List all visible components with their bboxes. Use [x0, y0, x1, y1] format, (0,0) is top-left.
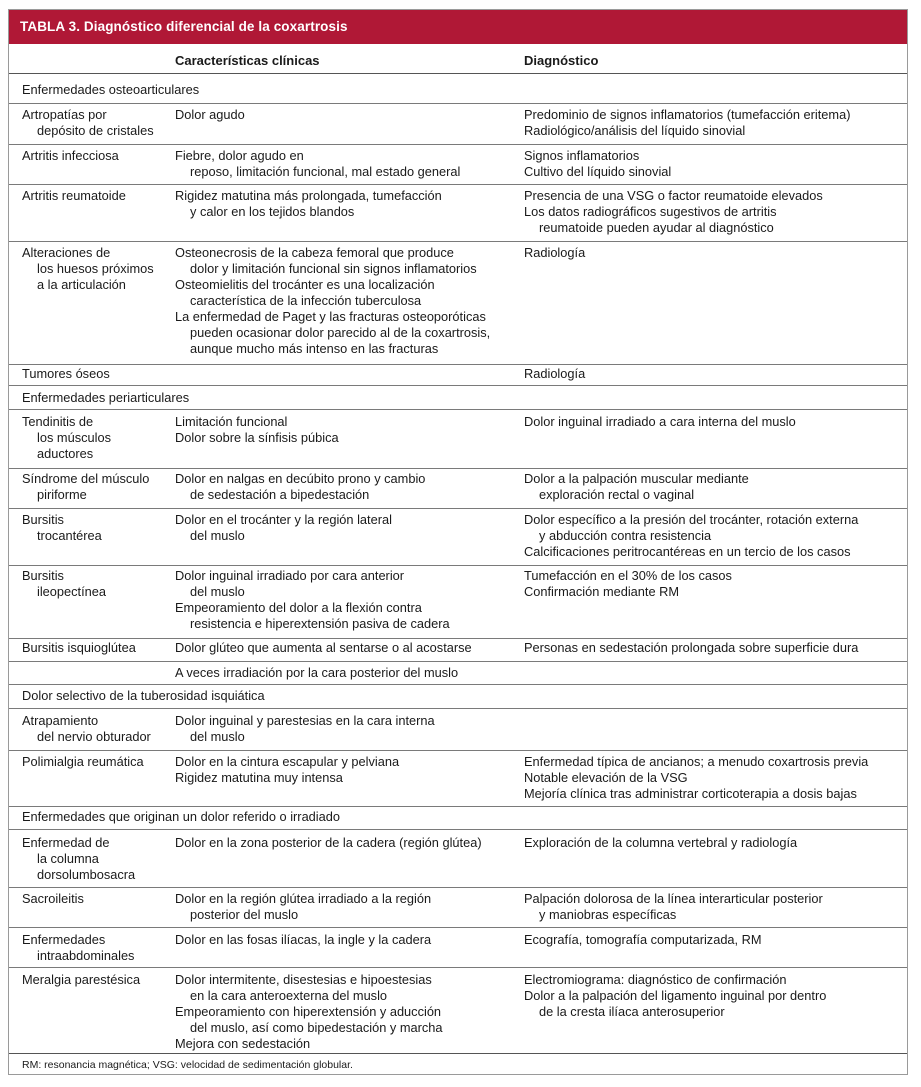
row-polimialgia-name [22, 754, 172, 770]
row-divider [9, 409, 907, 410]
row-piriforme-diagnosis [524, 471, 904, 503]
cell-line: Dolor en las fosas ilíacas, la ingle y la cadera [175, 932, 432, 947]
cell-line: Dolor inguinal irradiado a cara interna del muslo [524, 414, 796, 429]
row-divider [9, 565, 907, 566]
cell-line: Dolor en la cintura escapular y pelviana [175, 754, 400, 769]
cell-line: del nervio obturador [37, 729, 151, 744]
cell-line: los huesos próximos [37, 261, 154, 276]
cell-line: Radiología [524, 245, 586, 260]
cell-line: reposo, limitación funcional, mal estado general [190, 164, 461, 179]
row-divider [9, 829, 907, 830]
cell-line: Radiología [524, 366, 586, 381]
cell-line: Tendinitis de [22, 414, 94, 429]
row-alteraciones-name [22, 245, 172, 293]
row-isquioglutea-diagnosis [524, 640, 904, 656]
row-divider [9, 184, 907, 185]
table-title: TABLA 3. Diagnóstico diferencial de la coxartrosis [9, 10, 907, 44]
cell-line: Artritis reumatoide [22, 188, 126, 203]
header-diagnosis: Diagnóstico [524, 53, 599, 68]
cell-line: Dolor en la región glútea irradiado a la región [175, 891, 432, 906]
row-artropatias-name [22, 107, 172, 139]
cell-line: Fiebre, dolor agudo en [175, 148, 304, 163]
cell-line: Palpación dolorosa de la línea interarticular posterior [524, 891, 823, 906]
row-infecciosa-clinical [175, 148, 520, 180]
section-osteoarticulares: Enfermedades osteoarticulares [22, 82, 200, 97]
row-columna-diagnosis [524, 835, 904, 851]
row-trocanterea-diagnosis [524, 512, 904, 560]
cell-line: Bursitis [22, 512, 64, 527]
cell-line: Confirmación mediante RM [524, 584, 680, 599]
cell-line: Dolor a la palpación muscular mediante [524, 471, 749, 486]
cell-line: intraabdominales [37, 948, 135, 963]
row-sacroileitis-clinical [175, 891, 520, 923]
row-tendinitis-name [22, 414, 172, 462]
row-alteraciones-diagnosis [524, 245, 904, 261]
cell-line: Limitación funcional [175, 414, 288, 429]
cell-line: Artropatías por [22, 107, 107, 122]
cell-line: Osteonecrosis de la cabeza femoral que produce [175, 245, 454, 260]
cell-line: Osteomielitis del trocánter es una localización [175, 277, 435, 292]
cell-line: La enfermedad de Paget y las fracturas osteoporóticas [175, 309, 486, 324]
cell-line: Dolor a la palpación del ligamento inguinal por dentro [524, 988, 827, 1003]
header-clinical: Características clínicas [175, 53, 320, 68]
section-periarticulares: Enfermedades periarticulares [22, 390, 190, 405]
row-columna-clinical [175, 835, 520, 851]
cell-line: de sedestación a bipedestación [190, 487, 370, 502]
row-meralgia-clinical [175, 972, 520, 1052]
row-polimialgia-clinical [175, 754, 520, 786]
cell-line: Predominio de signos inflamatorios (tumefacción eritema) [524, 107, 851, 122]
cell-line: Presencia de una VSG o factor reumatoide elevados [524, 188, 823, 203]
row-tendinitis-clinical [175, 414, 520, 446]
row-reumatoide-diagnosis [524, 188, 904, 236]
row-intraabdominales-clinical [175, 932, 520, 948]
cell-line: y calor en los tejidos blandos [190, 204, 355, 219]
row-intraabdominales-name [22, 932, 172, 964]
cell-line: aunque mucho más intenso en las fracturas [190, 341, 439, 356]
row-obturador-clinical [175, 713, 520, 745]
row-divider [9, 927, 907, 928]
cell-line: característica de la infección tuberculosa [190, 293, 422, 308]
row-divider [9, 661, 907, 662]
cell-line: resistencia e hiperextensión pasiva de cadera [190, 616, 450, 631]
footnote: RM: resonancia magnética; VSG: velocidad de sedimentación globular. [22, 1059, 353, 1071]
cell-line: y abducción contra resistencia [539, 528, 712, 543]
row-divider [9, 708, 907, 709]
row-isquioglutea-name [22, 640, 172, 656]
row-tendinitis-diagnosis [524, 414, 904, 430]
cell-line: dorsolumbosacra [37, 867, 136, 882]
cell-line: exploración rectal o vaginal [539, 487, 695, 502]
cell-line: Mejoría clínica tras administrar corticoterapia a dosis bajas [524, 786, 857, 801]
cell-line: del muslo [190, 584, 245, 599]
row-trocanterea-name [22, 512, 172, 544]
cell-line: Síndrome del músculo [22, 471, 150, 486]
table-bottom-rule [9, 1053, 907, 1054]
cell-line: Mejora con sedestación [175, 1036, 311, 1051]
row-ileopectinea-name [22, 568, 172, 600]
cell-line: del muslo [190, 528, 245, 543]
row-reumatoide-name [22, 188, 172, 204]
cell-line: Bursitis isquioglútea [22, 640, 136, 655]
section-referido: Enfermedades que originan un dolor referido o irradiado [22, 809, 340, 824]
cell-line: Artritis infecciosa [22, 148, 119, 163]
cell-line: Personas en sedestación prolongada sobre superficie dura [524, 640, 859, 655]
cell-line: Dolor inguinal irradiado por cara anterior [175, 568, 405, 583]
cell-line: Notable elevación de la VSG [524, 770, 688, 785]
row-divider [9, 385, 907, 386]
cell-line: Signos inflamatorios [524, 148, 640, 163]
row-divider [9, 750, 907, 751]
cell-line: del muslo [190, 729, 245, 744]
row-infecciosa-diagnosis [524, 148, 904, 180]
cell-line: Empeoramiento del dolor a la flexión contra [175, 600, 422, 615]
row-divider [9, 684, 907, 685]
cell-line: pueden ocasionar dolor parecido al de la coxartrosis, [190, 325, 491, 340]
row-obturador-name [22, 713, 172, 745]
cell-line: Dolor en la zona posterior de la cadera (región glútea) [175, 835, 482, 850]
row-divider [9, 967, 907, 968]
cell-line: del muslo, así como bipedestación y marcha [190, 1020, 443, 1035]
header-divider [9, 73, 907, 74]
cell-line: Ecografía, tomografía computarizada, RM [524, 932, 762, 947]
row-tumores-diagnosis [524, 366, 904, 382]
cell-line: Calcificaciones peritrocantéreas en un tercio de los casos [524, 544, 851, 559]
row-divider [9, 241, 907, 242]
cell-line: Meralgia parestésica [22, 972, 141, 987]
cell-line: Alteraciones de [22, 245, 111, 260]
cell-line: Rigidez matutina muy intensa [175, 770, 343, 785]
cell-line: Enfermedad de [22, 835, 110, 850]
cell-line: Polimialgia reumática [22, 754, 144, 769]
row-tumores-name [22, 366, 172, 382]
cell-line: los músculos [37, 430, 111, 445]
row-artropatias-diagnosis [524, 107, 904, 139]
cell-line: posterior del muslo [190, 907, 299, 922]
cell-line: Dolor glúteo que aumenta al sentarse o al acostarse [175, 640, 472, 655]
row-ileopectinea-diagnosis [524, 568, 904, 600]
row-meralgia-diagnosis [524, 972, 904, 1020]
cell-line: Tumefacción en el 30% de los casos [524, 568, 732, 583]
cell-line: Dolor en nalgas en decúbito prono y cambio [175, 471, 426, 486]
row-sacroileitis-diagnosis [524, 891, 904, 923]
cell-line: Cultivo del líquido sinovial [524, 164, 672, 179]
row-isquioglutea-clinical [175, 640, 520, 656]
cell-line: piriforme [37, 487, 87, 502]
cell-line: Bursitis [22, 568, 64, 583]
cell-line: depósito de cristales [37, 123, 154, 138]
cell-line: reumatoide pueden ayudar al diagnóstico [539, 220, 774, 235]
cell-line: dolor y limitación funcional sin signos inflamatorios [190, 261, 477, 276]
cell-line: y maniobras específicas [539, 907, 677, 922]
row-divider [9, 364, 907, 365]
cell-line: Dolor sobre la sínfisis púbica [175, 430, 339, 445]
cell-line: de la cresta ilíaca anterosuperior [539, 1004, 725, 1019]
cell-line: Radiológico/análisis del líquido sinovial [524, 123, 746, 138]
cell-line: a la articulación [37, 277, 126, 292]
cell-line: Enfermedades [22, 932, 106, 947]
cell-line: en la cara anteroexterna del muslo [190, 988, 388, 1003]
row-infecciosa-name [22, 148, 172, 164]
cell-line: Rigidez matutina más prolongada, tumefacción [175, 188, 442, 203]
cell-line: Sacroileitis [22, 891, 84, 906]
cell-line: aductores [37, 446, 94, 461]
row-intraabdominales-diagnosis [524, 932, 904, 948]
row-trocanterea-clinical [175, 512, 520, 544]
cell-line: Dolor agudo [175, 107, 245, 122]
cell-line: Enfermedad típica de ancianos; a menudo coxartrosis previa [524, 754, 869, 769]
cell-line: A veces irradiación por la cara posterior del muslo [175, 665, 459, 680]
cell-line: Dolor intermitente, disestesias e hipoestesias [175, 972, 432, 987]
row-reumatoide-clinical [175, 188, 520, 220]
row-sacroileitis-name [22, 891, 172, 907]
row-polimialgia-diagnosis [524, 754, 904, 802]
row-divider [9, 468, 907, 469]
row-artropatias-clinical [175, 107, 520, 123]
row-alteraciones-clinical [175, 245, 520, 357]
cell-line: Los datos radiográficos sugestivos de artritis [524, 204, 777, 219]
row-columna-name [22, 835, 172, 883]
cell-line: Dolor en el trocánter y la región lateral [175, 512, 392, 527]
cell-line: Dolor específico a la presión del trocánter, rotación externa [524, 512, 859, 527]
table-frame [8, 9, 908, 1075]
cell-line: la columna [37, 851, 99, 866]
row-divider [9, 103, 907, 104]
cell-line: Atrapamiento [22, 713, 99, 728]
row-ileopectinea-clinical [175, 568, 520, 632]
cell-line: Empeoramiento con hiperextensión y aducción [175, 1004, 442, 1019]
cell-line: trocantérea [37, 528, 102, 543]
row-divider [9, 508, 907, 509]
row-divider [9, 806, 907, 807]
cell-line: Tumores óseos [22, 366, 110, 381]
cell-line: ileopectínea [37, 584, 107, 599]
row-piriforme-name [22, 471, 172, 503]
cell-line: Dolor inguinal y parestesias en la cara interna [175, 713, 435, 728]
row-divider [9, 887, 907, 888]
section-tuberosidad: Dolor selectivo de la tuberosidad isquiática [22, 688, 265, 703]
row-meralgia-name [22, 972, 172, 988]
row-divider [9, 638, 907, 639]
cell-line: Exploración de la columna vertebral y radiología [524, 835, 798, 850]
cell-line: Electromiograma: diagnóstico de confirmación [524, 972, 787, 987]
row-aveces-clinical [175, 665, 520, 681]
row-divider [9, 144, 907, 145]
row-piriforme-clinical [175, 471, 520, 503]
